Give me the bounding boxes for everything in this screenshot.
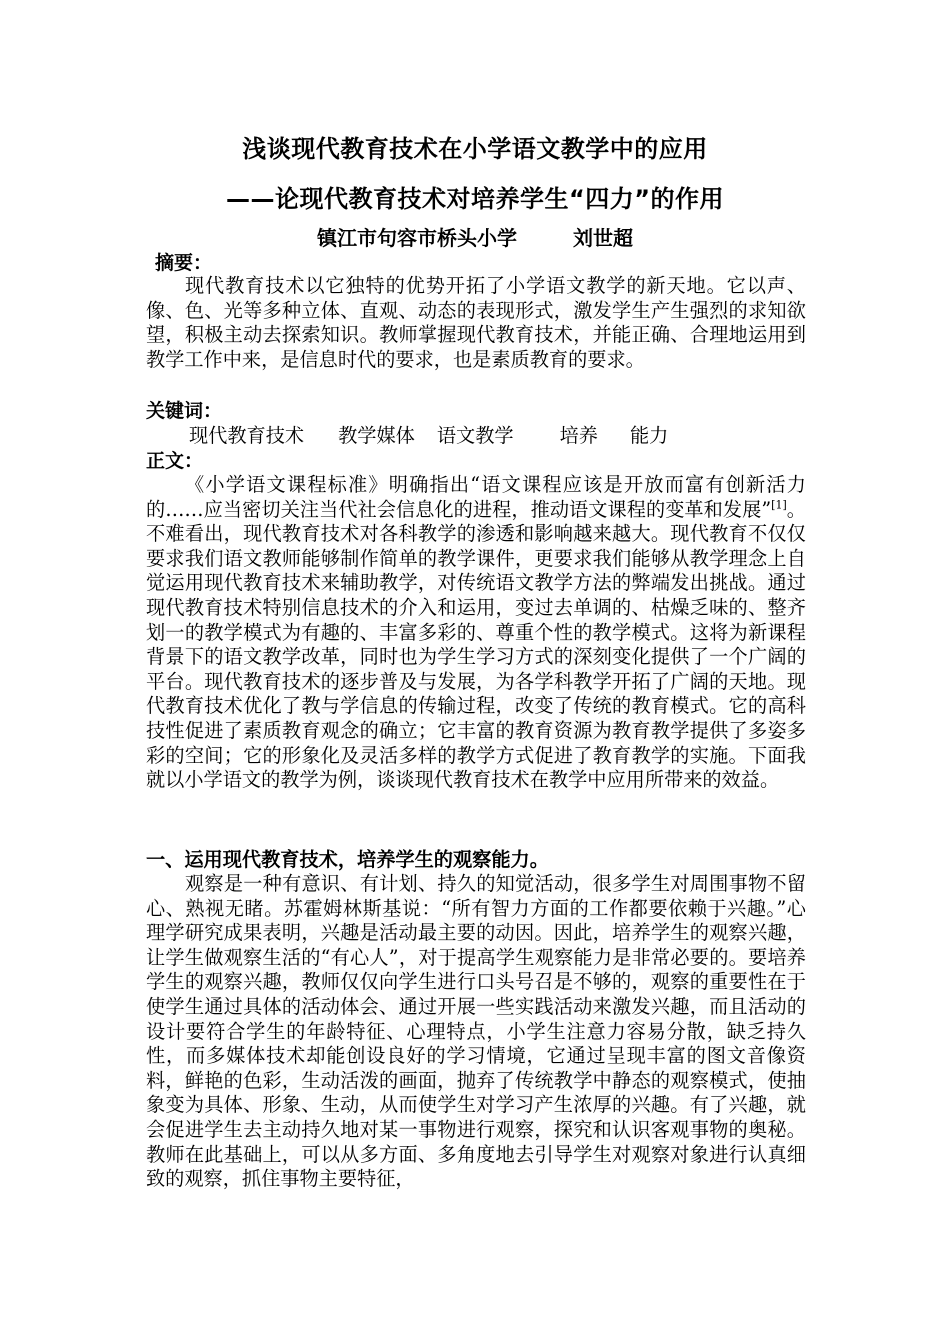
body-text-part1: 《小学语文课程标准》明确指出“语文课程应该是开放而富有创新活力的……应当密切关注当代社会信息化的进程，推动语文课程的变革和发展”: [146, 473, 806, 521]
keyword: 语文教学: [436, 424, 514, 447]
keyword: 培养: [559, 424, 598, 447]
abstract-text: 现代教育技术以它独特的优势开拓了小学语文教学的新天地。它以声、像、色、光等多种立体、直观、动态的表现形式，激发学生产生强烈的求知欲望，积极主动去探索知识。教师掌握现代教育技术，并能正确、合理地运用到教学工作中来，是信息时代的要求，也是素质教育的要求。: [146, 274, 806, 371]
document-subtitle: ——论现代教育技术对培养学生“四力”的作用: [225, 185, 725, 213]
school-name: 镇江市句容市桥头小学: [317, 226, 517, 250]
citation-marker[interactable]: [1]: [771, 498, 787, 512]
body-text-part2: 。不难看出，现代教育技术对各科教学的渗透和影响越来越大。现代教育不仅仅要求我们语文教师能够制作简单的教学课件，更要求我们能够从教学理念上自觉运用现代教育技术来辅助教学，对传统语文教学方法的弊端发出挑战。通过现代教育技术特别信息技术的介入和运用，变过去单调的、枯燥乏味的、整齐划一的教学模式为有趣的、丰富多彩的、尊重个性的教学模式。这将为新课程背景下的语文教学改革，同时也为学生学习方式的深刻变化提供了一个广阔的平台。现代教育技术的逐步普及与发展，为各学科教学开拓了广阔的天地。现代教育技术优化了教与学信息的传输过程，改变了传统的教育模式。它的高科技性促进了素质教育观念的确立；它丰富的教育资源为教育教学提供了多姿多彩的空间；它的形象化及灵活多样的教学方式促进了教育教学的实施。下面我就以小学语文的教学为例，谈谈现代教育技术在教学中应用所带来的效益。: [146, 497, 806, 792]
section1-paragraph: 观察是一种有意识、有计划、持久的知觉活动，很多学生对周围事物不留心、熟视无睹。苏霍姆林斯基说：“所有智力方面的工作都要依赖于兴趣。”心理学研究成果表明，兴趣是活动最主要的动因。因此，培养学生的观察兴趣，让学生做观察生活的“有心人”，对于提高学生观察能力是非常必要的。要培养学生的观察兴趣，教师仅仅向学生进行口头号召是不够的，观察的重要性在于使学生通过具体的活动体会、通过开展一些实践活动来激发兴趣，而且活动的设计要符合学生的年龄特征、心理特点，小学生注意力容易分散，缺乏持久性，而多媒体技术却能创设良好的学习情境，它通过呈现丰富的图文音像资料，鲜艳的色彩，生动活泼的画面，抛弃了传统教学中静态的观察模式，使抽象变为具体、形象、生动，从而使学生对学习产生浓厚的兴趣。有了兴趣，就会促进学生去主动持久地对某一事物进行观察，探究和认识客观事物的奥秘。教师在此基础上，可以从多方面、多角度地去引导学生对观察对象进行认真细致的观察，抓住事物主要特征，: [146, 872, 806, 1191]
document-title: 浅谈现代教育技术在小学语文教学中的应用: [242, 135, 708, 163]
keyword: 现代教育技术: [189, 424, 305, 447]
keywords-list: [189, 423, 702, 448]
author-line: [0, 225, 950, 251]
keyword: 能力: [630, 424, 669, 447]
abstract-label: 摘要：: [155, 252, 213, 274]
body-paragraph: [146, 473, 806, 793]
section-heading: 一、运用现代教育技术，培养学生的观察能力。: [146, 848, 549, 871]
keywords-label: 关键词：: [146, 400, 223, 422]
keyword: 教学媒体: [338, 424, 415, 447]
author-name: 刘世超: [573, 226, 633, 250]
body-label: 正文：: [146, 450, 204, 472]
